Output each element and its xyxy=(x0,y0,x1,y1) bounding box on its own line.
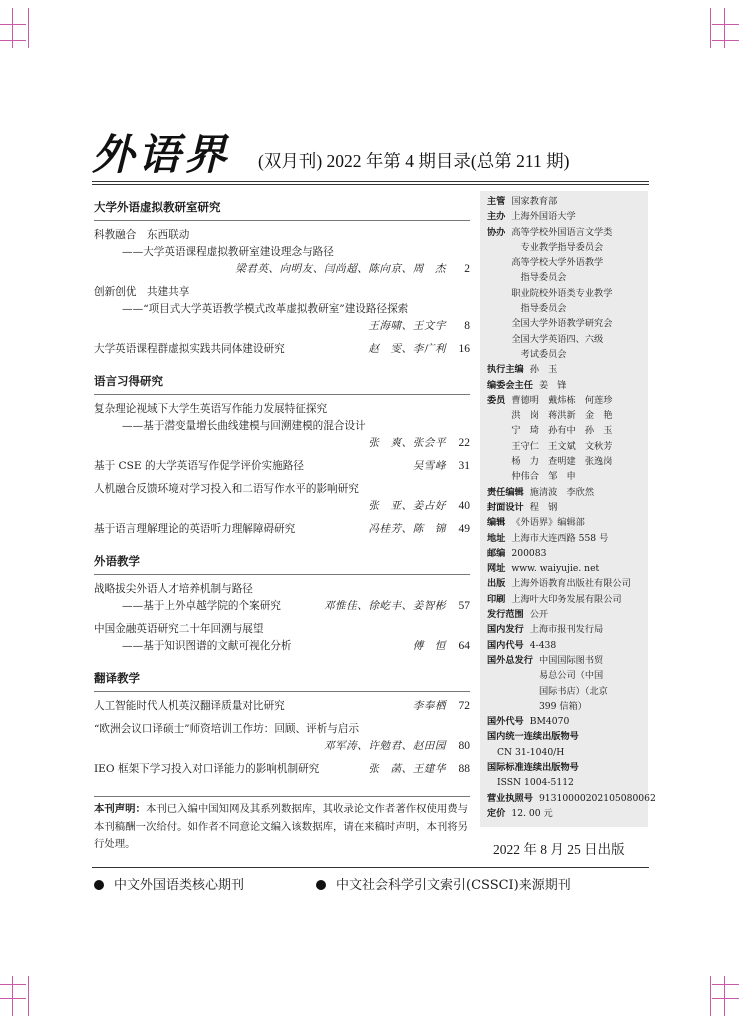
info-label: 印刷 xyxy=(487,593,506,605)
info-value: 专业教学指导委员会 xyxy=(511,241,604,253)
article-title: 人工智能时代人机英汉翻译质量对比研究 xyxy=(94,700,285,712)
crop-mark xyxy=(710,976,711,1016)
journal-logo: 外语界 xyxy=(92,130,231,179)
article-page: 31 xyxy=(458,460,470,472)
article-authors: 梁君英、向明友、闫尚超、陈向京、周 杰 xyxy=(235,263,446,275)
info-label: 国外代号 xyxy=(487,716,524,728)
toc-article xyxy=(94,761,470,778)
info-label: 定价 xyxy=(487,807,506,819)
info-label: 邮编 xyxy=(487,547,506,559)
masthead-info-panel xyxy=(480,191,656,827)
info-value: 洪 岗 蒋洪新 金 艳 xyxy=(511,410,613,422)
article-authors: 傅 恒 xyxy=(412,640,446,652)
article-page: 40 xyxy=(458,500,470,512)
masthead-info-row xyxy=(487,561,642,576)
article-authors: 张 亚、姜占好 xyxy=(368,500,446,512)
info-value: 399 信箱） xyxy=(538,700,587,712)
article-title: 创新创优 共建共享 xyxy=(94,286,190,298)
article-page: 16 xyxy=(458,343,470,355)
journal-notice xyxy=(94,796,470,854)
article-title: 复杂理论视域下大学生英语写作能力发展特征探究 xyxy=(94,403,328,415)
footer-item-core-journal xyxy=(94,874,244,898)
article-title: 战略拔尖外语人才培养机制与路径 xyxy=(94,583,253,595)
article-page: 57 xyxy=(458,600,470,612)
crop-mark xyxy=(0,24,26,25)
footer-label: 中文外国语类核心期刊 xyxy=(114,878,245,893)
masthead-info-row xyxy=(487,485,642,500)
article-authors: 王海啸、王文宇 xyxy=(368,320,446,332)
info-value: 指导委员会 xyxy=(511,303,567,315)
article-page: 88 xyxy=(458,763,470,775)
article-authors: 李奉栖 xyxy=(412,700,446,712)
crop-mark xyxy=(724,976,725,1016)
crop-mark xyxy=(12,8,13,48)
article-subtitle: ——“项目式大学英语教学模式改革虚拟教研室”建设路径探索 xyxy=(122,303,409,315)
info-value: 宁 琦 孙有中 孙 玉 xyxy=(511,425,613,437)
section-heading: 翻译教学 xyxy=(94,665,470,692)
publish-date: 2022 年 8 月 25 日出版 xyxy=(493,842,625,857)
article-title: 科教融合 东西联动 xyxy=(94,229,190,241)
masthead-info-row xyxy=(487,209,642,224)
article-subtitle: ——基于潜变量增长曲线建模与回溯建模的混合设计 xyxy=(122,420,366,432)
crop-mark xyxy=(0,998,26,999)
masthead-info-row xyxy=(487,546,642,561)
info-value: 考试委员会 xyxy=(511,348,567,360)
crop-mark xyxy=(12,976,13,1016)
info-label: 地址 xyxy=(487,532,506,544)
info-value: 施清波 李欣然 xyxy=(529,486,595,498)
info-value: 职业院校外语类专业教学 xyxy=(511,287,613,299)
info-label: 编委会主任 xyxy=(487,379,533,391)
crop-mark xyxy=(712,24,739,25)
article-title: 中国金融英语研究二十年回溯与展望 xyxy=(94,623,264,635)
info-value: 国家教育部 xyxy=(511,196,558,207)
article-page: 22 xyxy=(458,437,470,449)
info-label: 委员 xyxy=(487,394,506,406)
masthead-info-row xyxy=(487,745,642,760)
crop-mark xyxy=(712,998,739,999)
section-heading: 语言习得研究 xyxy=(94,368,470,395)
info-label: 国内统一连续出版物号 xyxy=(487,731,579,743)
masthead-info-row xyxy=(487,729,642,744)
info-label: 网址 xyxy=(487,563,506,575)
masthead-info-row xyxy=(487,714,642,729)
toc-article xyxy=(94,621,470,655)
article-page: 64 xyxy=(458,640,470,652)
article-authors: 吴雪峰 xyxy=(412,460,446,472)
article-title: 基于 CSE 的大学英语写作促学评价实施路径 xyxy=(94,460,304,472)
toc-article xyxy=(94,698,470,715)
table-of-contents xyxy=(94,194,470,784)
masthead-info-row xyxy=(487,607,642,622)
info-label: 协办 xyxy=(487,226,506,238)
info-value: 孙 玉 xyxy=(529,364,558,376)
info-value: 高等学校大学外语教学 xyxy=(511,257,604,269)
info-value: 指导委员会 xyxy=(511,272,567,284)
info-value: 曹德明 戴炜栋 何莲珍 xyxy=(511,394,613,406)
masthead-info-row xyxy=(487,760,642,775)
bullet-icon xyxy=(316,880,326,890)
article-page: 80 xyxy=(458,740,470,752)
masthead-info-row xyxy=(487,225,642,363)
info-value: 200083 xyxy=(511,547,547,559)
toc-article xyxy=(94,284,470,335)
masthead-info-row xyxy=(487,531,642,546)
article-title: IEO 框架下学习投入对口译能力的影响机制研究 xyxy=(94,763,320,775)
info-label: 主管 xyxy=(487,196,506,207)
info-label: 责任编辑 xyxy=(487,486,524,498)
masthead-info-row xyxy=(487,653,642,714)
toc-article xyxy=(94,341,470,358)
article-authors: 张 菡、王建华 xyxy=(368,763,446,775)
notice-text: 本刊已入编中国知网及其系列数据库，其收录论文作者著作权使用费与本刊稿酬一次给付。如作者不同意论文编入该数据库，请在来稿时声明，本刊将另行处理。 xyxy=(94,803,469,850)
info-value: 上海市大连西路 558 号 xyxy=(511,532,609,544)
section-heading: 外语教学 xyxy=(94,548,470,575)
crop-mark xyxy=(712,984,739,985)
toc-article xyxy=(94,721,470,755)
header-rule xyxy=(92,184,649,185)
masthead-info-row xyxy=(487,638,642,653)
article-authors: 张 爽、张会平 xyxy=(368,437,446,449)
crop-mark xyxy=(724,8,725,48)
info-value: ISSN 1004-5112 xyxy=(497,777,574,789)
info-value: 程 钢 xyxy=(529,501,558,513)
article-page: 2 xyxy=(464,263,470,275)
info-label: 主办 xyxy=(487,211,506,223)
info-value: 《外语界》编辑部 xyxy=(511,517,585,529)
crop-mark xyxy=(28,8,29,48)
article-authors: 冯桂芳、陈 锦 xyxy=(368,523,446,535)
info-value: 全国大学外语教学研究会 xyxy=(511,318,613,330)
toc-article xyxy=(94,458,470,475)
section-heading: 大学外语虚拟教研室研究 xyxy=(94,194,470,221)
toc-article xyxy=(94,581,470,615)
info-value: 上海叶大印务发展有限公司 xyxy=(511,593,622,605)
article-authors: 邓军涛、许勉君、赵田园 xyxy=(323,740,446,752)
info-value: 上海市报刊发行局 xyxy=(529,624,604,636)
info-value: BM4070 xyxy=(529,716,570,728)
info-label: 国外总发行 xyxy=(487,654,533,666)
masthead-info-row xyxy=(487,622,642,637)
info-value: 12. 00 元 xyxy=(511,807,553,819)
article-subtitle: ——基于上外卓越学院的个案研究 xyxy=(122,600,281,612)
info-value: 仲伟合 邹 申 xyxy=(511,471,576,483)
article-authors: 邓惟佳、徐屹丰、姜智彬 xyxy=(323,600,446,612)
info-label: 国内代号 xyxy=(487,639,524,651)
info-value: 高等学校外国语言文学类 xyxy=(511,226,613,238)
info-value: CN 31-1040/H xyxy=(497,746,565,758)
article-title: 基于语言理解理论的英语听力理解障碍研究 xyxy=(94,523,296,535)
article-subtitle: ——基于知识图谱的文献可视化分析 xyxy=(122,640,292,652)
info-label: 发行范围 xyxy=(487,609,524,621)
masthead xyxy=(92,122,652,179)
issue-title: (双月刊) 2022 年第 4 期目录(总第 211 期) xyxy=(258,151,570,171)
article-authors: 赵 雯、李广利 xyxy=(368,343,446,355)
info-value: www. waiyujie. net xyxy=(511,563,600,575)
masthead-info-row xyxy=(487,362,642,377)
crop-mark xyxy=(712,40,739,41)
info-label: 出版 xyxy=(487,578,506,590)
info-label: 营业执照号 xyxy=(487,792,533,804)
article-title: 大学英语课程群虚拟实践共同体建设研究 xyxy=(94,343,285,355)
masthead-info-row xyxy=(487,806,642,821)
info-value: 上海外语教育出版社有限公司 xyxy=(511,578,631,590)
toc-article xyxy=(94,401,470,452)
toc-article xyxy=(94,481,470,515)
crop-mark xyxy=(0,984,26,985)
article-page: 49 xyxy=(458,523,470,535)
bullet-icon xyxy=(94,880,104,890)
article-subtitle: ——大学英语课程虚拟教研室建设理念与路径 xyxy=(122,246,334,258)
masthead-info-row xyxy=(487,500,642,515)
info-label: 国际标准连续出版物号 xyxy=(487,761,579,773)
notice-label: 本刊声明： xyxy=(94,803,146,815)
masthead-info-row xyxy=(487,378,642,393)
masthead-info-row xyxy=(487,515,642,530)
crop-mark xyxy=(710,8,711,48)
info-value: 中国国际图书贸 xyxy=(538,654,604,666)
info-label: 执行主编 xyxy=(487,364,524,376)
masthead-info-row xyxy=(487,592,642,607)
masthead-info-row xyxy=(487,393,642,485)
masthead-info-row xyxy=(487,791,656,806)
masthead-info-row xyxy=(487,775,642,790)
info-label: 编辑 xyxy=(487,517,506,529)
header-rule xyxy=(92,181,649,182)
info-value: 王守仁 王文斌 文秋芳 xyxy=(511,440,613,452)
article-page: 8 xyxy=(464,320,470,332)
info-value: 姜 锋 xyxy=(538,379,567,391)
info-value: 杨 力 查明建 张逸岗 xyxy=(511,456,613,468)
footer-item-cssci xyxy=(316,874,571,898)
article-title: “欧洲会议口译硕士”师资培训工作坊：回顾、评析与启示 xyxy=(94,723,360,735)
toc-article xyxy=(94,227,470,278)
masthead-info-row xyxy=(487,194,642,209)
crop-mark xyxy=(28,976,29,1016)
footer xyxy=(94,874,654,898)
info-value: 上海外国语大学 xyxy=(511,211,576,223)
info-value: 91310000202105080062 xyxy=(538,792,656,804)
info-value: 国际书店）（北京 xyxy=(538,685,608,697)
info-label: 封面设计 xyxy=(487,501,524,513)
article-title: 人机融合反馈环境对学习投入和二语写作水平的影响研究 xyxy=(94,483,359,495)
info-value: 4-438 xyxy=(529,639,557,651)
masthead-info-row xyxy=(487,576,642,591)
info-label: 国内发行 xyxy=(487,624,524,636)
footer-rule xyxy=(92,867,649,868)
toc-article xyxy=(94,521,470,538)
info-value: 易总公司（中国 xyxy=(538,670,604,682)
crop-mark xyxy=(0,40,26,41)
info-value: 公开 xyxy=(529,609,549,621)
footer-label: 中文社会科学引文索引(CSSCI)来源期刊 xyxy=(336,878,571,893)
info-value: 全国大学英语四、六级 xyxy=(511,333,604,345)
article-page: 72 xyxy=(458,700,470,712)
